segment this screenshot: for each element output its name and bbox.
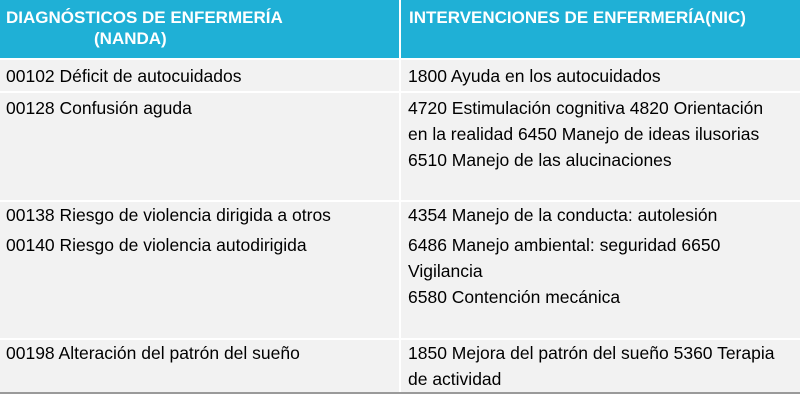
header-interventions: INTERVENCIONES DE ENFERMERÍA(NIC)	[409, 8, 746, 27]
intervention-text: 1850 Mejora del patrón del sueño 5360 Terapia de actividad	[408, 343, 775, 389]
diagnosis-text: 00128 Confusión aguda	[6, 98, 192, 118]
header-diagnoses-line1: DIAGNÓSTICOS DE ENFERMERÍA	[6, 8, 283, 27]
intervention-cell	[408, 63, 796, 89]
intervention-text: 4354 Manejo de la conducta: autolesión	[408, 205, 718, 225]
intervention-text: 6486 Manejo ambiental: seguridad 6650 Vigilancia	[408, 235, 721, 281]
diagnosis-text: 00138 Riesgo de violencia dirigida a otros	[6, 205, 331, 225]
intervention-text: 4720 Estimulación cognitiva 4820 Orientación en la realidad 6450 Manejo de ideas ilusorias 6510 Manejo de las alucinaciones	[408, 98, 764, 170]
diagnosis-cell	[6, 340, 396, 366]
column-divider	[399, 0, 401, 400]
intervention-cell	[408, 340, 778, 392]
intervention-cell	[408, 202, 768, 310]
diagnosis-cell	[6, 63, 396, 89]
header-diagnoses-line2: (NANDA)	[94, 29, 167, 48]
diagnosis-cell	[6, 95, 396, 121]
diagnosis-text: 00102 Déficit de autocuidados	[6, 66, 242, 86]
diagnosis-text: 00198 Alteración del patrón del sueño	[6, 343, 300, 363]
intervention-cell	[408, 95, 786, 173]
intervention-text: 6580 Contención mecánica	[408, 287, 621, 307]
diagnosis-text: 00140 Riesgo de violencia autodirigida	[6, 235, 307, 255]
table-bottom-border	[0, 392, 800, 394]
header-diagnoses	[6, 7, 398, 49]
diagnosis-cell	[6, 202, 396, 258]
intervention-text: 1800 Ayuda en los autocuidados	[408, 66, 661, 86]
